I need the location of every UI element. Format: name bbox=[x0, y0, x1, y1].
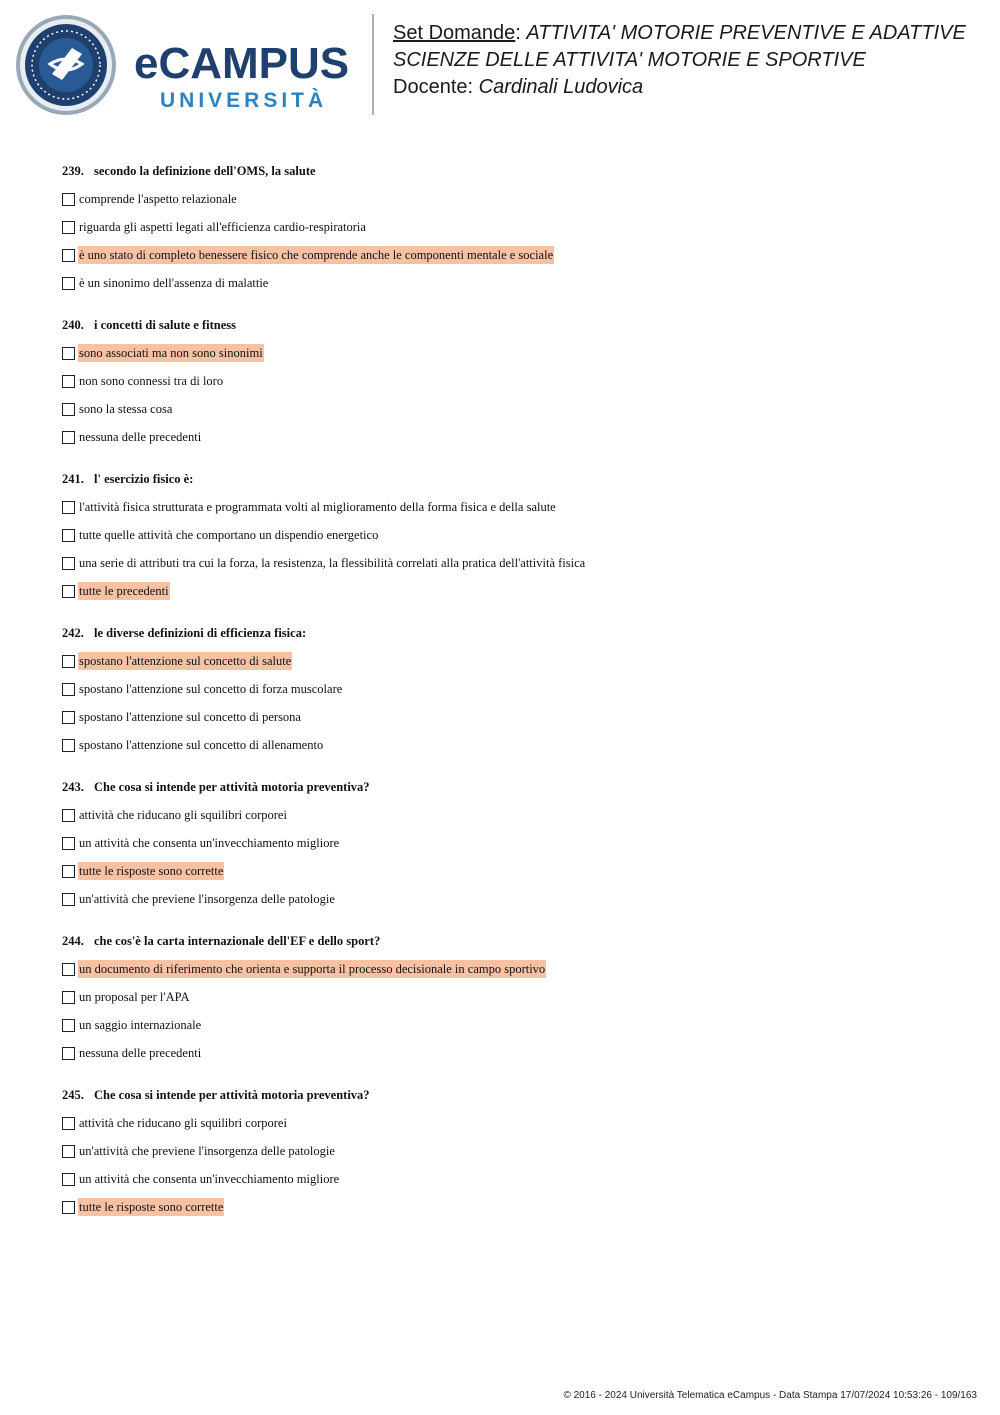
answer-text: non sono connessi tra di loro bbox=[79, 374, 224, 388]
answer-text: attività che riducano gli squilibri corporei bbox=[79, 808, 287, 822]
answer-checkbox[interactable] bbox=[62, 1201, 75, 1214]
answer-option[interactable] bbox=[62, 829, 962, 857]
answer-checkbox[interactable] bbox=[62, 501, 75, 514]
answer-checkbox[interactable] bbox=[62, 963, 75, 976]
answer-text: spostano l'attenzione sul concetto di allenamento bbox=[79, 738, 324, 752]
answer-option[interactable] bbox=[62, 367, 962, 395]
course-title-line bbox=[393, 20, 966, 47]
teacher-label: Docente: bbox=[393, 76, 474, 98]
answer-checkbox[interactable] bbox=[62, 893, 75, 906]
answer-checkbox[interactable] bbox=[62, 1117, 75, 1130]
answer-checkbox[interactable] bbox=[62, 809, 75, 822]
answer-checkbox[interactable] bbox=[62, 655, 75, 668]
course-info bbox=[393, 20, 966, 101]
set-separator: : bbox=[515, 22, 521, 44]
question-block bbox=[62, 624, 962, 759]
answer-option[interactable] bbox=[62, 395, 962, 423]
answer-option[interactable] bbox=[62, 577, 962, 605]
answer-text: comprende l'aspetto relazionale bbox=[79, 192, 237, 206]
question-block bbox=[62, 932, 962, 1067]
question-text: Che cosa si intende per attività motoria preventiva? bbox=[94, 780, 370, 794]
answer-checkbox[interactable] bbox=[62, 277, 75, 290]
answer-option[interactable] bbox=[62, 213, 962, 241]
logo-wordmark: eCAMPUS bbox=[134, 39, 350, 88]
answer-checkbox[interactable] bbox=[62, 249, 75, 262]
answer-text-correct: tutte le risposte sono corrette bbox=[79, 864, 224, 878]
question-title bbox=[62, 1086, 962, 1104]
answer-text-correct: un documento di riferimento che orienta e supporta il processo decisionale in campo sportivo bbox=[79, 962, 546, 976]
answer-text-correct: è uno stato di completo benessere fisico che comprende anche le componenti mentale e sociale bbox=[79, 248, 554, 262]
answer-text: attività che riducano gli squilibri corporei bbox=[79, 1116, 287, 1130]
answer-checkbox[interactable] bbox=[62, 347, 75, 360]
answer-checkbox[interactable] bbox=[62, 683, 75, 696]
question-text: i concetti di salute e fitness bbox=[94, 318, 236, 332]
answer-text: tutte quelle attività che comportano un dispendio energetico bbox=[79, 528, 379, 542]
answer-option[interactable] bbox=[62, 983, 962, 1011]
answer-checkbox[interactable] bbox=[62, 1047, 75, 1060]
logo-sub-wordmark: UNIVERSITÀ bbox=[160, 89, 328, 112]
answer-option[interactable] bbox=[62, 647, 962, 675]
answer-option[interactable] bbox=[62, 549, 962, 577]
answer-checkbox[interactable] bbox=[62, 865, 75, 878]
question-title bbox=[62, 316, 962, 334]
answer-text: spostano l'attenzione sul concetto di persona bbox=[79, 710, 301, 724]
answer-text: spostano l'attenzione sul concetto di forza muscolare bbox=[79, 682, 343, 696]
question-block bbox=[62, 316, 962, 451]
course-title: ATTIVITA' MOTORIE PREVENTIVE E ADATTIVE bbox=[526, 22, 966, 44]
answer-option[interactable] bbox=[62, 1193, 962, 1221]
answer-text: sono la stessa cosa bbox=[79, 402, 173, 416]
answer-text: un'attività che previene l'insorgenza delle patologie bbox=[79, 892, 335, 906]
page-header bbox=[0, 0, 1000, 130]
answer-checkbox[interactable] bbox=[62, 375, 75, 388]
question-number: 240. bbox=[62, 318, 84, 332]
answer-option[interactable] bbox=[62, 1137, 962, 1165]
answer-option[interactable] bbox=[62, 1039, 962, 1067]
answer-option[interactable] bbox=[62, 1165, 962, 1193]
answer-checkbox[interactable] bbox=[62, 1173, 75, 1186]
answer-checkbox[interactable] bbox=[62, 837, 75, 850]
answer-option[interactable] bbox=[62, 1109, 962, 1137]
answer-text: un'attività che previene l'insorgenza delle patologie bbox=[79, 1144, 335, 1158]
question-text: che cos'è la carta internazionale dell'EF e dello sport? bbox=[94, 934, 381, 948]
answer-checkbox[interactable] bbox=[62, 557, 75, 570]
answer-text: è un sinonimo dell'assenza di malattie bbox=[79, 276, 269, 290]
answer-checkbox[interactable] bbox=[62, 431, 75, 444]
answer-text: nessuna delle precedenti bbox=[79, 430, 202, 444]
set-label: Set Domande bbox=[393, 22, 516, 44]
question-block bbox=[62, 162, 962, 297]
university-seal-icon bbox=[14, 14, 124, 118]
header-divider bbox=[372, 14, 374, 115]
answer-text-correct: tutte le precedenti bbox=[79, 584, 169, 598]
question-number: 241. bbox=[62, 472, 84, 486]
question-title bbox=[62, 624, 962, 642]
answer-option[interactable] bbox=[62, 1011, 962, 1039]
answer-checkbox[interactable] bbox=[62, 1145, 75, 1158]
answer-text: l'attività fisica strutturata e programmata volti al miglioramento della forma fisica e della salute bbox=[79, 500, 556, 514]
answer-option[interactable] bbox=[62, 269, 962, 297]
answer-option[interactable] bbox=[62, 185, 962, 213]
answer-option[interactable] bbox=[62, 493, 962, 521]
question-number: 245. bbox=[62, 1088, 84, 1102]
answer-text-correct: sono associati ma non sono sinonimi bbox=[79, 346, 263, 360]
answer-checkbox[interactable] bbox=[62, 403, 75, 416]
degree-name: SCIENZE DELLE ATTIVITA' MOTORIE E SPORTIVE bbox=[393, 49, 866, 71]
ecampus-logo bbox=[14, 14, 364, 118]
answer-option[interactable] bbox=[62, 731, 962, 759]
answer-option[interactable] bbox=[62, 857, 962, 885]
answer-checkbox[interactable] bbox=[62, 991, 75, 1004]
answer-checkbox[interactable] bbox=[62, 193, 75, 206]
question-number: 244. bbox=[62, 934, 84, 948]
answer-text: nessuna delle precedenti bbox=[79, 1046, 202, 1060]
answer-option[interactable] bbox=[62, 885, 962, 913]
question-title bbox=[62, 470, 962, 488]
answer-text: un proposal per l'APA bbox=[79, 990, 190, 1004]
answer-option[interactable] bbox=[62, 521, 962, 549]
question-block bbox=[62, 778, 962, 913]
answer-text-correct: tutte le risposte sono corrette bbox=[79, 1200, 224, 1214]
answer-checkbox[interactable] bbox=[62, 711, 75, 724]
answer-option[interactable] bbox=[62, 955, 962, 983]
answer-checkbox[interactable] bbox=[62, 1019, 75, 1032]
answer-text: riguarda gli aspetti legati all'efficienza cardio-respiratoria bbox=[79, 220, 366, 234]
question-number: 243. bbox=[62, 780, 84, 794]
answer-checkbox[interactable] bbox=[62, 739, 75, 752]
answer-option[interactable] bbox=[62, 703, 962, 731]
question-title bbox=[62, 932, 962, 950]
question-text: secondo la definizione dell'OMS, la salute bbox=[94, 164, 316, 178]
page-footer: © 2016 - 2024 Università Telematica eCampus - Data Stampa 17/07/2024 10:53:26 - 109/163 bbox=[563, 1390, 977, 1401]
answer-text: un attività che consenta un'invecchiamento migliore bbox=[79, 836, 340, 850]
question-text: Che cosa si intende per attività motoria preventiva? bbox=[94, 1088, 370, 1102]
answer-checkbox[interactable] bbox=[62, 529, 75, 542]
answer-option[interactable] bbox=[62, 339, 962, 367]
answer-option[interactable] bbox=[62, 241, 962, 269]
question-text: le diverse definizioni di efficienza fisica: bbox=[94, 626, 307, 640]
question-text: l' esercizio fisico è: bbox=[94, 472, 194, 486]
answer-text-correct: spostano l'attenzione sul concetto di salute bbox=[79, 654, 292, 668]
answer-checkbox[interactable] bbox=[62, 221, 75, 234]
teacher-line bbox=[393, 74, 966, 101]
question-number: 239. bbox=[62, 164, 84, 178]
question-title bbox=[62, 162, 962, 180]
question-title bbox=[62, 778, 962, 796]
answer-text: un saggio internazionale bbox=[79, 1018, 202, 1032]
answer-option[interactable] bbox=[62, 423, 962, 451]
answer-option[interactable] bbox=[62, 675, 962, 703]
answer-text: una serie di attributi tra cui la forza, la resistenza, la flessibilità correlati alla pratica dell'attività fisica bbox=[79, 556, 586, 570]
question-block bbox=[62, 470, 962, 605]
answer-checkbox[interactable] bbox=[62, 585, 75, 598]
teacher-name: Cardinali Ludovica bbox=[478, 76, 644, 98]
answer-text: un attività che consenta un'invecchiamento migliore bbox=[79, 1172, 340, 1186]
question-block bbox=[62, 1086, 962, 1221]
question-list bbox=[62, 162, 962, 1240]
question-number: 242. bbox=[62, 626, 84, 640]
answer-option[interactable] bbox=[62, 801, 962, 829]
